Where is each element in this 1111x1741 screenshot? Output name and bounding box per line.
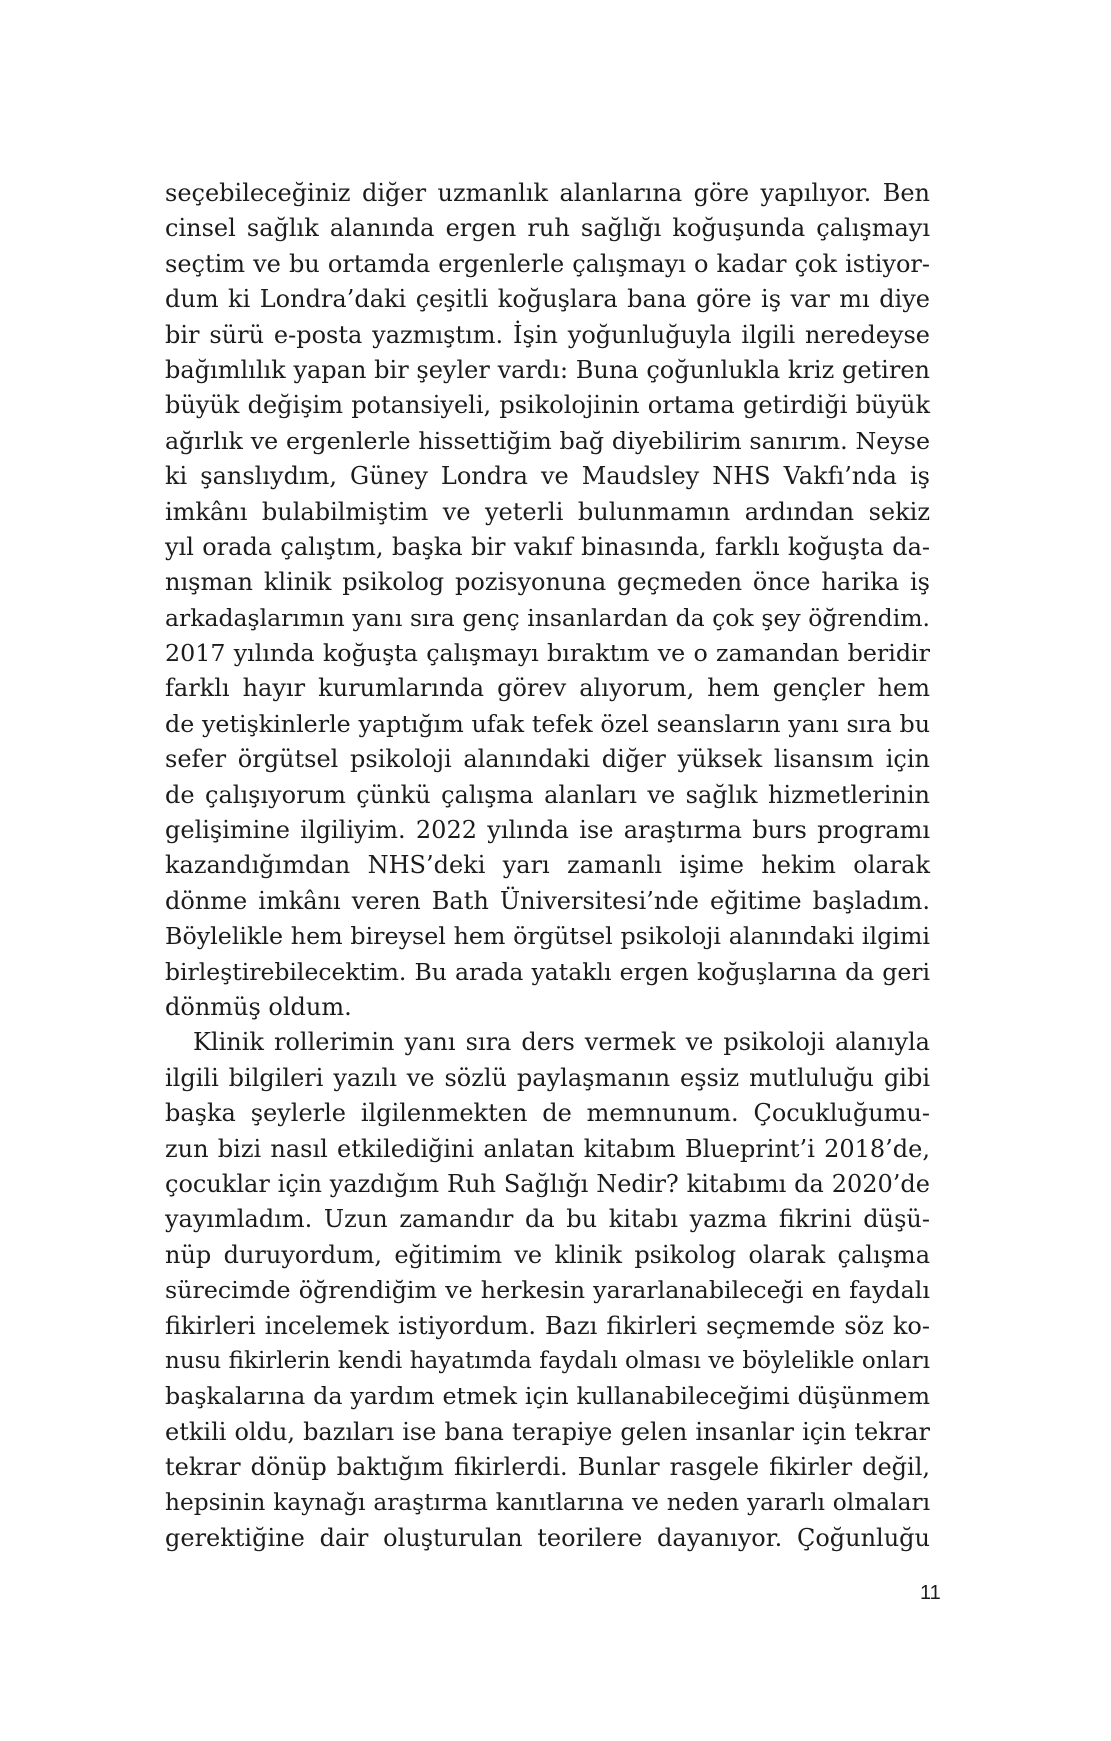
text-line: ki şanslıydım, Güney Londra ve Maudsley NHS Vakfı’nda iş: [165, 462, 930, 491]
text-line: seçebileceğiniz diğer uzmanlık alanlarına göre yapılıyor. Ben: [165, 179, 930, 207]
text-line: nışman klinik psikolog pozisyonuna geçmeden önce harika iş: [165, 568, 930, 597]
text-line: gelişimine ilgiliyim. 2022 yılında ise araştırma burs programı: [165, 816, 930, 845]
text-line: nüp duruyordum, eğitimim ve klinik psikolog olarak çalışma: [165, 1240, 930, 1269]
text-line: dönme imkânı veren Bath Üniversitesi’nde eğitime başladım.: [165, 886, 930, 915]
text-line: imkânı bulabilmiştim ve yeterli bulunmamın ardından sekiz: [165, 497, 930, 526]
text-line: büyük değişim potansiyeli, psikolojinin ortama getirdiği büyük: [165, 391, 930, 420]
text-line: sürecimde öğrendiğim ve herkesin yararlanabileceği en faydalı: [165, 1276, 930, 1305]
text-line: tekrar dönüp baktığım fikirlerdi. Bunlar rasgele fikirler değil,: [165, 1453, 930, 1482]
text-line: çocuklar için yazdığım Ruh Sağlığı Nedir? kitabımı da 2020’de: [165, 1169, 930, 1198]
text-line: Böylelikle hem bireysel hem örgütsel psikoloji alanındaki ilgimi: [165, 922, 930, 951]
text-line: yayımladım. Uzun zamandır da bu kitabı yazma fikrini düşü-: [165, 1205, 930, 1234]
text-line: seçtim ve bu ortamda ergenlerle çalışmayı o kadar çok istiyor-: [165, 249, 930, 278]
text-line: hepsinin kaynağı araştırma kanıtlarına ve neden yararlı olmaları: [165, 1489, 930, 1517]
text-line: nusu fikirlerin kendi hayatımda faydalı olması ve böylelikle onları: [165, 1347, 930, 1374]
text-line: de çalışıyorum çünkü çalışma alanları ve sağlık hizmetlerinin: [165, 780, 930, 809]
text-line: cinsel sağlık alanında ergen ruh sağlığı koğuşunda çalışmayı: [165, 214, 930, 243]
text-line: gerektiğine dair oluşturulan teorilere dayanıyor. Çoğunluğu: [165, 1523, 930, 1552]
body-text: [165, 176, 930, 1556]
paragraph-2: [165, 1025, 930, 1556]
text-line: Klinik rollerimin yanı sıra ders vermek ve psikoloji alanıyla: [193, 1028, 930, 1057]
text-line: bir sürü e-posta yazmıştım. İşin yoğunluğuyla ilgili neredeyse: [165, 320, 930, 349]
text-line: dum ki Londra’daki çeşitli koğuşlara bana göre iş var mı diye: [165, 285, 930, 314]
text-line: başkalarına da yardım etmek için kullanabileceğimi düşünmem: [165, 1382, 930, 1411]
text-line: dönmüş oldum.: [165, 992, 352, 1021]
text-line: ilgili bilgileri yazılı ve sözlü paylaşmanın eşsiz mutluluğu gibi: [165, 1063, 930, 1092]
text-line: yıl orada çalıştım, başka bir vakıf binasında, farklı koğuşta da-: [165, 532, 930, 561]
text-line: de yetişkinlerle yaptığım ufak tefek özel seansların yanı sıra bu: [165, 709, 930, 738]
text-line: sefer örgütsel psikoloji alanındaki diğer yüksek lisansım için: [165, 745, 930, 774]
text-line: kazandığımdan NHS’deki yarı zamanlı işime hekim olarak: [165, 851, 930, 880]
text-line: 2017 yılında koğuşta çalışmayı bıraktım ve o zamandan beridir: [165, 639, 930, 668]
text-line: etkili oldu, bazıları ise bana terapiye gelen insanlar için tekrar: [165, 1417, 930, 1446]
page-number: 11: [920, 1582, 941, 1604]
paragraph-1: [165, 176, 930, 1025]
text-line: birleştirebilecektim. Bu arada yataklı ergen koğuşlarına da geri: [165, 957, 930, 986]
text-line: ağırlık ve ergenlerle hissettiğim bağ diyebilirim sanırım. Neyse: [165, 426, 930, 455]
text-line: zun bizi nasıl etkilediğini anlatan kitabım Blueprint’i 2018’de,: [165, 1134, 930, 1163]
text-line: arkadaşlarımın yanı sıra genç insanlardan da çok şey öğrendim.: [165, 603, 930, 632]
text-line: fikirleri incelemek istiyordum. Bazı fikirleri seçmemde söz ko-: [165, 1311, 930, 1340]
text-line: başka şeylerle ilgilenmekten de memnunum. Çocukluğumu-: [165, 1099, 930, 1128]
text-line: farklı hayır kurumlarında görev alıyorum, hem gençler hem: [165, 674, 930, 703]
text-line: bağımlılık yapan bir şeyler vardı: Buna çoğunlukla kriz getiren: [165, 355, 930, 384]
